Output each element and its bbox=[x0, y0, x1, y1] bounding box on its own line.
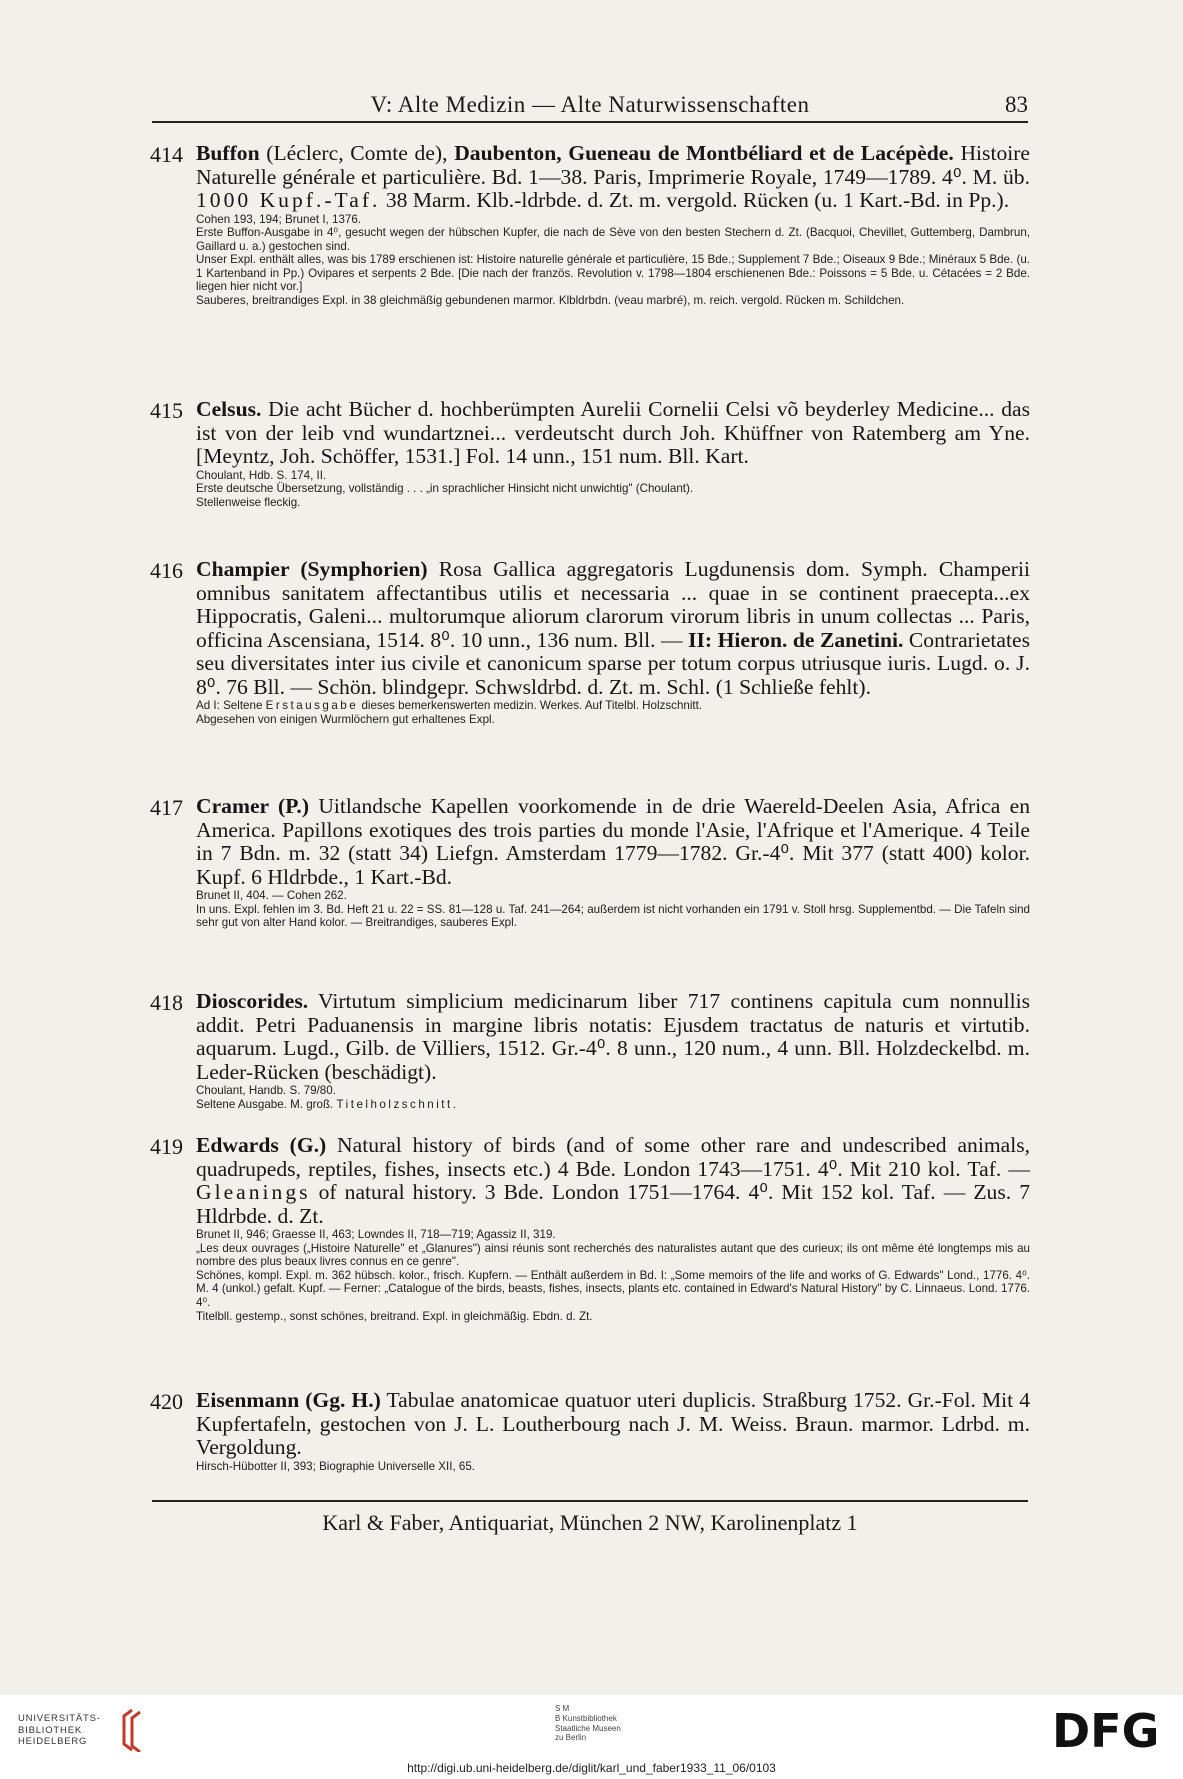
entry-notes: Brunet II, 946; Graesse II, 463; Lowndes II, 718—719; Agassiz II, 319. „Les deux ouvrages („Histoire Naturelle" et „Glanures") ainsi réunis sont recherchés des naturalistes autant que des curieux; ils ont même été longtemps mis au nombre des plus beaux livres connus en ce genre". Schönes, kompl. Expl. m. 362 hübsch. kolor., frisch. Kupfern. — Enthält außerdem in Bd. I: „Some memoirs of the life and works of G. Edwards" Lond., 1776. 4⁰. M. 4 (unkol.) gefalt. Kupf. — Ferner: „Catalogue of the birds, beasts, fishes, insects, plants etc. contained in Edward's Natural History" by C. Linnaeus. Lond. 1776. 4⁰. Titelbll. gestemp., sonst schönes, breitrand. Expl. in gleichmäßig. Ebdn. d. Zt. bbox=[196, 1228, 1030, 1323]
stamp-line: B Kunstbibliothek bbox=[555, 1713, 617, 1723]
entry-author: Cramer (P.) bbox=[196, 794, 310, 818]
note-text: Ad I: Seltene bbox=[196, 699, 266, 712]
lot-number: 417 bbox=[150, 795, 183, 820]
library-name-line: UNIVERSITÄTS- bbox=[18, 1713, 101, 1724]
lot-number: 416 bbox=[150, 558, 183, 583]
entry-author: Buffon bbox=[196, 141, 260, 165]
entry-description bbox=[196, 1389, 1030, 1460]
entry-notes bbox=[196, 1084, 1030, 1111]
entry-author: Celsus. bbox=[196, 397, 262, 421]
publisher-footer: Karl & Faber, Antiquariat, München 2 NW, Karolinenplatz 1 bbox=[322, 1510, 858, 1535]
entry-description bbox=[196, 398, 1030, 469]
note-text: dieses bemerkenswerten medizin. Werkes. Auf Titelbl. Holzschnitt. Abgesehen von einigen Wurmlöchern gut erhaltenes Expl. bbox=[196, 699, 703, 726]
entry-text: Histoire Naturelle générale et particulière. Bd. 1—38. Paris, Imprimerie Royale, 1749—1789. 4⁰. M. üb. bbox=[196, 141, 1031, 189]
library-name bbox=[18, 1713, 101, 1748]
museum-stamp bbox=[555, 1704, 621, 1743]
entry-description bbox=[196, 795, 1030, 889]
header-rule bbox=[152, 121, 1028, 123]
entry-description bbox=[196, 142, 1030, 213]
entry-description bbox=[196, 990, 1030, 1084]
source-url[interactable]: http://digi.ub.uni-heidelberg.de/diglit/karl_und_faber1933_11_06/0103 bbox=[407, 1761, 776, 1775]
catalog-entry-418 bbox=[150, 990, 1030, 1111]
stamp-line: S M bbox=[555, 1704, 570, 1713]
note-spaced-text: Titelholzschnitt. bbox=[336, 1097, 459, 1111]
entry-spaced-text: 1000 Kupf.-Taf. bbox=[196, 188, 381, 212]
header-title: V: Alte Medizin — Alte Naturwissenschaften bbox=[370, 92, 810, 117]
catalog-entry-414 bbox=[150, 142, 1030, 308]
entry-text: Tabulae anatomicae quatuor uteri duplicis. Straßburg 1752. Gr.-Fol. Mit 4 Kupfertafeln, gestochen von J. L. Loutherbourg nach J. M. Weiss. Braun. marmor. Ldrbd. m. Vergoldung. bbox=[196, 1388, 1030, 1459]
catalog-entry-416 bbox=[150, 558, 1030, 726]
catalog-entry-420 bbox=[150, 1389, 1030, 1473]
library-name-line: BIBLIOTHEK bbox=[18, 1724, 82, 1736]
lot-number: 414 bbox=[150, 142, 183, 167]
note-text: Choulant, Handb. S. 79/80. bbox=[196, 1084, 336, 1097]
entry-text: (Léclerc, Comte de), bbox=[259, 141, 455, 165]
dfg-logo-icon bbox=[1052, 1705, 1167, 1753]
entry-spaced-text: Gleanings bbox=[196, 1180, 311, 1204]
catalog-entry-415 bbox=[150, 398, 1030, 509]
stamp-line: Staatliche Museen bbox=[555, 1723, 621, 1733]
lot-number: 415 bbox=[150, 398, 183, 423]
catalog-entry-419 bbox=[150, 1134, 1030, 1323]
entry-text: Virtutum simplicium medicinarum liber 717 continens capitula cum nonnullis addit. Petri Paduanensis in margine libris notatis: Ejusdem tractatus de naturis et virtutib. aquarum. Lugd., Gilb. de Villiers, 1512. Gr.-4⁰. 8 unn., 120 num., 4 unn. Bll. Holzdeckelbd. m. Leder-Rücken (beschädigt). bbox=[196, 989, 1030, 1084]
entry-notes: Brunet II, 404. — Cohen 262. In uns. Expl. fehlen im 3. Bd. Heft 21 u. 22 = SS. 81—128 u. Taf. 241—264; außerdem ist nicht vorhanden ein 1791 v. Stoll hrsg. Supplementbd. — Die Tafeln sind sehr gut von alter Hand kolor. — Breitrandiges, sauberes Expl. bbox=[196, 889, 1030, 930]
note-spaced-text: Erstausgabe bbox=[265, 699, 359, 712]
footer-rule bbox=[152, 1500, 1028, 1502]
entry-notes: Choulant, Hdb. S. 174, II. Erste deutsche Übersetzung, vollständig . . . „in sprachlicher Hinsicht nicht unwichtig" (Choulant). Stellenweise fleckig. bbox=[196, 468, 694, 509]
entry-author: Champier (Symphorien) bbox=[196, 557, 428, 581]
entry-notes bbox=[196, 699, 1030, 726]
lot-number: 418 bbox=[150, 990, 183, 1015]
entry-text: Contrarietates seu diversitates inter ius civile et canonicum sparse per totum corpus utriusque iuris. Lugd. o. J. 8⁰. 76 Bll. — Schön. blindgepr. Schwsldrbd. d. Zt. m. Schl. (1 Schließe fehlt). bbox=[196, 627, 1030, 699]
entry-author: Dioscorides. bbox=[196, 989, 309, 1013]
entry-notes: Hirsch-Hübotter II, 393; Biographie Universelle XII, 65. bbox=[196, 1459, 476, 1473]
library-name-line: HEIDELBERG bbox=[18, 1736, 88, 1747]
library-logo-icon bbox=[112, 1706, 148, 1752]
note-text: Seltene Ausgabe. M. groß. bbox=[196, 1097, 337, 1111]
dfg-logo-text: DFG bbox=[1052, 1705, 1160, 1753]
lot-number: 419 bbox=[150, 1134, 183, 1159]
entry-text: Uitlandsche Kapellen voorkomende in de drie Waereld-Deelen Asia, Africa en America. Papillons exotiques des trois parties du monde l'Asie, l'Afrique et l'Amerique. 4 Teile in 7 Bdn. m. 32 (statt 34) Liefgn. Amsterdam 1779—1782. Gr.-4⁰. Mit 377 (statt 400) kolor. Kupf. 6 Hldrbde., 1 Kart.-Bd. bbox=[196, 794, 1030, 889]
entry-description bbox=[196, 1134, 1030, 1228]
entry-second-author: II: Hieron. de Zanetini. bbox=[688, 627, 904, 652]
entry-text: Die acht Bücher d. hochberümpten Aurelii Cornelii Celsi võ beyderley Medicine... das ist von der leib vnd wundartznei... verdeutscht durch Joh. Khüffner von Ratemberg am Yne. [Meyntz, Joh. Schöffer, 1531.] Fol. 14 unn., 151 num. Bll. Kart. bbox=[196, 397, 1030, 468]
running-header bbox=[152, 92, 1028, 122]
entry-text: 38 Marm. Klb.-ldrbde. d. Zt. m. vergold. Rücken (u. 1 Kart.-Bd. in Pp.). bbox=[380, 188, 1010, 212]
entry-author: Eisenmann (Gg. H.) bbox=[196, 1388, 381, 1412]
entry-notes: Cohen 193, 194; Brunet I, 1376. Erste Buffon-Ausgabe in 4⁰, gesucht wegen der hübschen Kupfer, die nach de Sève von den besten Stechern d. Zt. (Bacquoi, Chevillet, Guttemberg, Dambrun, Gaillard u. a.) gestochen sind. Unser Expl. enthält alles, was bis 1789 erschienen ist: Histoire naturelle générale et particulière, 15 Bde.; Supplement 7 Bde.; Oiseaux 9 Bde.; Minéraux 5 Bde. (u. 1 Kartenband in Pp.) Ovipares et serpents 2 Bde. [Die nach der französ. Revolution v. 1798—1804 erschienenen Bde.: Poissons = 5 Bde. u. Cétacées = 2 Bde. liegen hier nicht vor.] Sauberes, breitrandiges Expl. in 38 gleichmäßig gebundenen marmor. Klbldrbdn. (veau marbré), m. reich. vergold. Rücken m. Schildchen. bbox=[196, 212, 1030, 308]
entry-text: Natural history of birds (and of some other rare and undescribed animals, quadrupeds, reptiles, fishes, insects etc.) 4 Bde. London 1743—1751. 4⁰. Mit 210 kol. Taf. — bbox=[196, 1133, 1031, 1181]
lot-number: 420 bbox=[150, 1389, 183, 1414]
entry-text: of natural history. 3 Bde. London 1751—1764. 4⁰. Mit 152 kol. Taf. — Zus. 7 Hldrbde. d. Zt. bbox=[196, 1180, 1030, 1228]
stamp-line: zu Berlin bbox=[555, 1733, 587, 1743]
entry-author: Edwards (G.) bbox=[196, 1133, 327, 1157]
entry-text: Rosa Gallica aggregatoris Lugdunensis dom. Symph. Champerii omnibus sanitatem affectantibus utilis et necessaria ... quae in se continent praecepta...ex Hippocratis, Galeni... multorumque aliorum clarorum virorum libris in unum collectas ... Paris, officina Ascensiana, 1514. 8⁰. 10 unn., 136 num. Bll. — bbox=[196, 557, 1030, 652]
catalog-entry-417 bbox=[150, 795, 1030, 930]
entry-coauthors: Daubenton, Gueneau de Montbéliard et de Lacépède. bbox=[454, 141, 954, 165]
entry-description bbox=[196, 558, 1030, 699]
page-number: 83 bbox=[1005, 92, 1028, 117]
